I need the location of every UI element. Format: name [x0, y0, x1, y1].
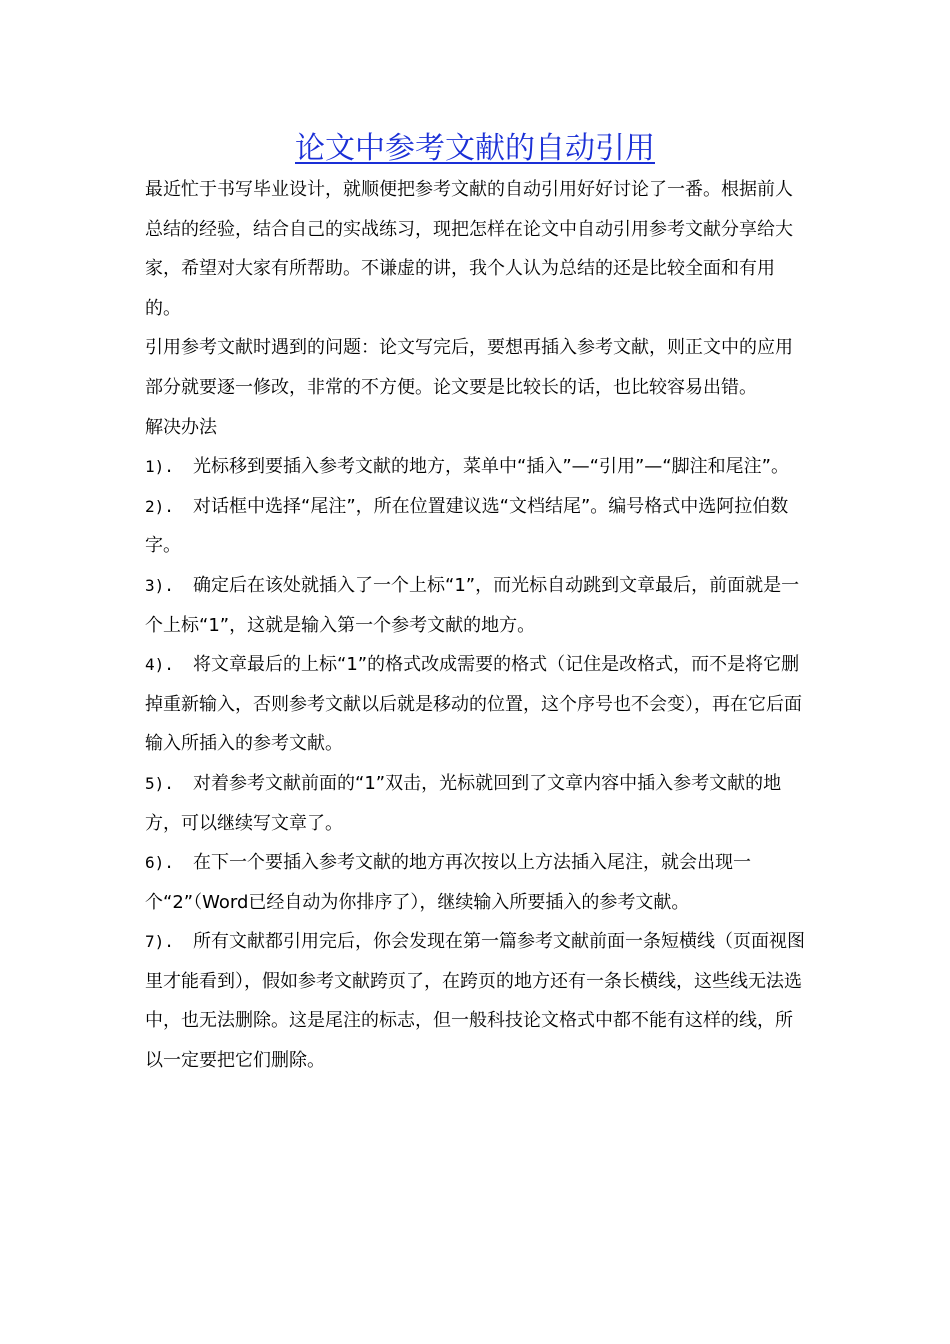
page-title-link[interactable]: 论文中参考文献的自动引用 [295, 131, 655, 166]
step-number: 5). [145, 773, 174, 793]
step-text: 确定后在该处就插入了一个上标“1”，而光标自动跳到文章最后，前面就是一个上标“1”，这就是输入第一个参考文献的地方。 [145, 574, 800, 636]
list-item-step-2 [145, 487, 810, 566]
step-number: 7). [145, 932, 174, 952]
list-item-step-1 [145, 447, 810, 487]
step-number: 3). [145, 575, 174, 595]
step-text: 对着参考文献前面的“1”双击，光标就回到了文章内容中插入参考文献的地方，可以继续写文章了。 [145, 772, 782, 834]
step-number: 4). [145, 655, 174, 675]
step-number: 2). [145, 496, 174, 516]
step-number: 6). [145, 853, 174, 873]
solution-heading: 解决办法 [145, 416, 217, 438]
list-item-step-4 [145, 645, 810, 764]
step-text: 将文章最后的上标“1”的格式改成需要的格式（记住是改格式，而不是将它删掉重新输入，否则参考文献以后就是移动的位置，这个序号也不会变），再在它后面输入所插入的参考文献。 [145, 654, 802, 755]
list-item-step-7 [145, 922, 810, 1080]
problem-paragraph: 引用参考文献时遇到的问题：论文写完后，要想再插入参考文献，则正文中的应用部分就要逐一修改，非常的不方便。论文要是比较长的话，也比较容易出错。 [145, 337, 793, 398]
list-item-step-3 [145, 566, 810, 645]
step-text: 对话框中选择“尾注”，所在位置建议选“文档结尾”。编号格式中选阿拉伯数字。 [145, 495, 789, 557]
step-text: 所有文献都引用完后，你会发现在第一篇参考文献前面一条短横线（页面视图里才能看到），假如参考文献跨页了，在跨页的地方还有一条长横线，这些线无法选中，也无法删除。这是尾注的标志，但一般科技论文格式中都不能有这样的线，所以一定要把它们删除。 [145, 931, 805, 1072]
list-item-step-5 [145, 764, 810, 843]
document-body [145, 170, 810, 1081]
list-item-step-6 [145, 843, 810, 922]
step-number: 1). [145, 457, 174, 477]
intro-paragraph: 最近忙于书写毕业设计，就顺便把参考文献的自动引用好好讨论了一番。根据前人总结的经验，结合自己的实战练习，现把怎样在论文中自动引用参考文献分享给大家，希望对大家有所帮助。不谦虚的讲，我个人认为总结的还是比较全面和有用的。 [145, 179, 793, 319]
step-text: 在下一个要插入参考文献的地方再次按以上方法插入尾注，就会出现一个“2”（Word已经自动为你排序了），继续输入所要插入的参考文献。 [145, 852, 751, 913]
step-text: 光标移到要插入参考文献的地方，菜单中“插入”—“引用”—“脚注和尾注”。 [193, 456, 789, 478]
